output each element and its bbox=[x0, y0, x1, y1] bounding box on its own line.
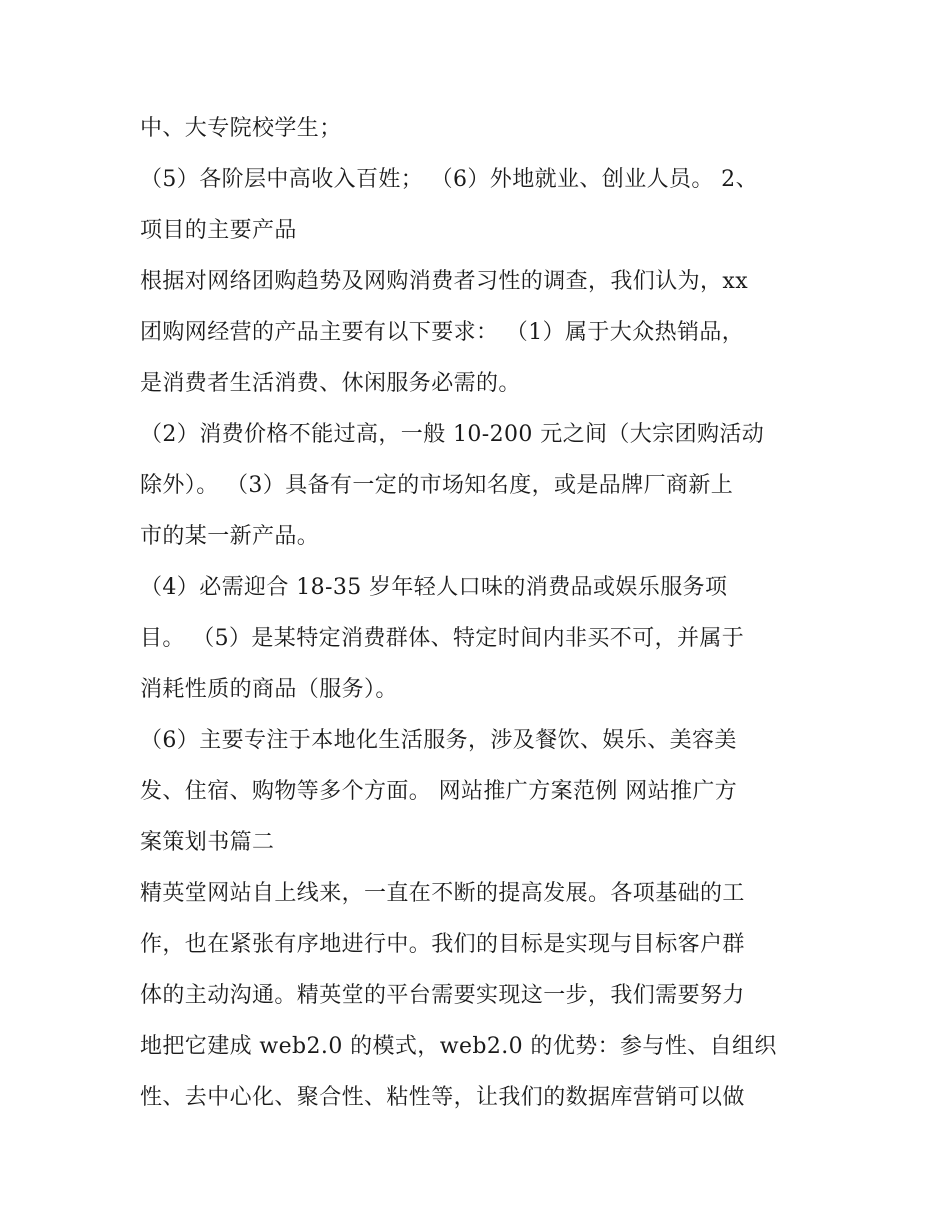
text-line: （6）主要专注于本地化生活服务，涉及餐饮、娱乐、美容美 bbox=[140, 728, 737, 753]
text-line: 团购网经营的产品主要有以下要求： （1）属于大众热销品， bbox=[140, 320, 745, 345]
text-line: 体的主动沟通。精英堂的平台需要实现这一步，我们需要努力 bbox=[140, 983, 745, 1008]
text-line: 性、去中心化、聚合性、粘性等，让我们的数据库营销可以做 bbox=[140, 1085, 745, 1110]
text-line: 项目的主要产品 bbox=[140, 218, 297, 243]
text-line: 目。 （5）是某特定消费群体、特定时间内非买不可，并属于 bbox=[140, 626, 745, 651]
text-line: 发、住宿、购物等多个方面。 网站推广方案范例 网站推广方 bbox=[140, 779, 738, 804]
text-line: 消耗性质的商品（服务）。 bbox=[140, 677, 398, 702]
text-line: 精英堂网站自上线来，一直在不断的提高发展。各项基础的工 bbox=[140, 881, 745, 906]
text-line: 地把它建成 web2.0 的模式，web2.0 的优势：参与性、自组织 bbox=[140, 1034, 777, 1059]
text-line: （2）消费价格不能过高，一般 10-200 元之间（大宗团购活动 bbox=[140, 422, 765, 447]
text-line: 作，也在紧张有序地进行中。我们的目标是实现与目标客户群 bbox=[140, 932, 745, 957]
text-line: 案策划书篇二 bbox=[140, 830, 275, 855]
text-line: （4）必需迎合 18-35 岁年轻人口味的消费品或娱乐服务项 bbox=[140, 575, 728, 600]
text-line: 市的某一新产品。 bbox=[140, 524, 320, 549]
document-body bbox=[140, 103, 830, 1123]
text-line: 除外）。 （3）具备有一定的市场知名度，或是品牌厂商新上 bbox=[140, 473, 734, 498]
text-line: 中、大专院校学生； bbox=[140, 116, 342, 141]
text-line: （5）各阶层中高收入百姓； （6）外地就业、创业人员。 2、 bbox=[140, 167, 758, 192]
text-line: 是消费者生活消费、休闲服务必需的。 bbox=[140, 371, 521, 396]
text-line: 根据对网络团购趋势及网购消费者习性的调查，我们认为，xx bbox=[140, 269, 749, 294]
